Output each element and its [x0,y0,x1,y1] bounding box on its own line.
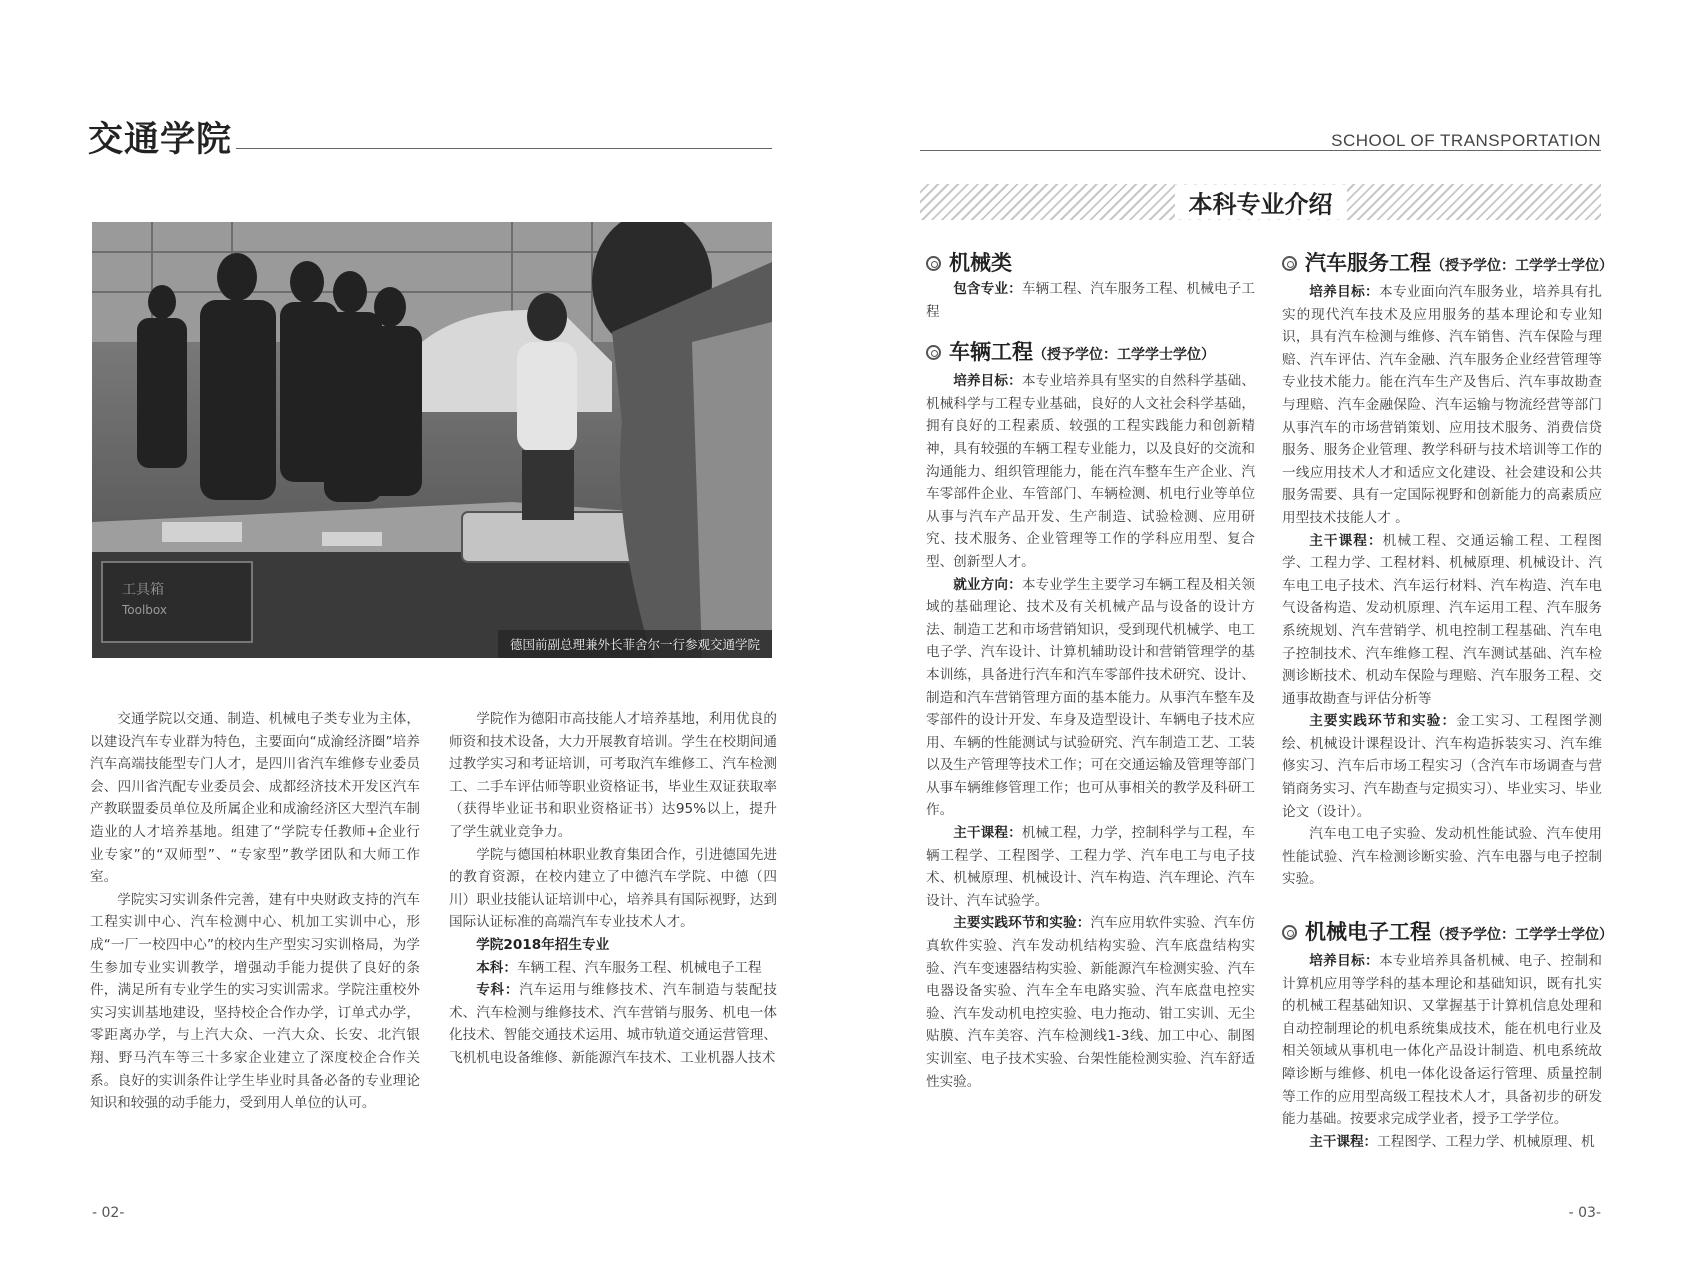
toolbox-cn-text: 工具箱 [122,582,164,598]
major-heading-jixie: 机械类 [926,248,1255,278]
practice-label: 主要实践环节和实验： [953,915,1091,932]
job-text: 本专业学生主要学习车辆工程及相关领域的基础理论、技术及有关机械产品与设备的设计方法、制造工艺和市场营销知识，受到现代机械学、电工电子学、汽车设计、计算机辅助设计和营销管理学的基本训练，具备进行汽车和汽车零部件技术研究、设计、制造和汽车营销管理方面的基本能力。从事汽车整车及零部件的设计开发、车身及造型设计、车辆电子技术应用、车辆的性能测试与试验研究、汽车制造工艺、工装以及生产管理等技术工作；可在交通运输及管理等部门从事车辆维修管理工作；也可从事相关的教学及科研工作。 [926,576,1256,819]
major-heading-mechatronics: 机械电子工程（授予学位：工学学士学位） [1282,917,1602,950]
intro-paragraph-1: 交通学院以交通、制造、机械电子类专业为主体，以建设汽车专业群为特色，主要面向“成渝经济圈”培养汽车高端技能型专门人才，是四川省汽车维修专业委员会、四川省汽配专业委员会、成都经济技术开发区汽车产教联盟委员单位及所属企业和成渝经济区大型汽车制造业的人才培养基地。组建了“学院专任教师+企业行业专家”的“双师型”、“专家型”教学团队和大师工作室。 [90,711,420,886]
junior-college-majors: 汽车运用与维修技术、汽车制造与装配技术、汽车检测与维修技术、汽车营销与服务、机电一体化技术、智能交通技术运用、城市轨道交通运营管理、飞机机电设备维修、新能源汽车技术、工业机器人技术 [449,982,778,1066]
cooperation-paragraph: 学院与德国柏林职业教育集团合作，引进德国先进的教育资源，在校内建立了中德汽车学院、中德（四川）职业技能认证培训中心，培养具有国际视野，达到国际认证标准的高端汽车专业技术人才。 [449,846,777,931]
practice-text: 金工实习、工程图学测绘、机械设计课程设计、汽车构造拆装实习、汽车维修实习、汽车后市场工程实习（含汽车市场调查与营销商务实习、汽车勘查与定损实习）、毕业实习、毕业论文（设计）。 [1282,713,1603,820]
course-text: 机械工程、交通运输工程、工程图学、工程力学、工程材料、机械原理、机械设计、汽车电工电子技术、汽车运行材料、汽车构造、汽车电气设备构造、发动机原理、汽车运用工程、汽车服务系统规划、汽车营销学、机电控制工程基础、汽车电子控制技术、汽车维修工程、汽车测试基础、汽车检测诊断技术、机动车保险与理赔、汽车服务工程、交通事故勘查与评估分析等 [1282,532,1603,707]
workshop-photo-illustration [92,222,772,658]
section-banner [920,184,1601,220]
course-label: 主干课程： [1309,1133,1378,1150]
training-paragraph: 学院作为德阳市高技能人才培养基地，利用优良的师资和技术设备，大力开展教育培训。学生在校期间通过教学实习和考证培训，可考取汽车维修工、汽车检测工、二手车评估师等职业资格证书，毕业生双证获取率（获得毕业证书和职业资格证书）达95%以上，提升了学生就业竞争力。 [449,711,777,840]
practice-text: 汽车应用软件实验、汽车仿真软件实验、汽车发动机结构实验、汽车底盘结构实验、汽车变速器结构实验、新能源汽车检测实验、汽车电器设备实验、汽车全车电路实验、汽车底盘电控实验、汽车发动机电控实验、电力拖动、钳工实训、无尘贴膜、汽车美容、汽车检测线1-3线、加工中心、制图实训室、电子技术实验、台架性能检测实验、汽车舒适性实验。 [926,915,1256,1090]
left-column-1 [90,708,420,1115]
job-label: 就业方向： [953,576,1022,593]
right-column-1 [926,248,1255,1093]
page-number-left: - 02- [92,1205,125,1221]
goal-label: 培养目标： [1309,953,1379,970]
included-majors-text: 车辆工程、汽车服务工程、机械电子工程 [926,281,1256,320]
experiment-text: 汽车电工电子实验、发动机性能试验、汽车使用性能试验、汽车检测诊断实验、汽车电器与电子控制实验。 [1282,826,1602,888]
included-majors-label: 包含专业： [953,281,1022,297]
goal-text: 本专业培养具有坚实的自然科学基础、机械科学与工程专业基础，良好的人文社会科学基础，拥有良好的工程素质、较强的工程实践能力和创新精神，具有较强的车辆工程专业能力，以及良好的交流和沟通能力、组织管理能力，能在汽车整车生产企业、汽车零部件企业、车管部门、车辆检测、机电行业等单位从事与汽车产品开发、生产制造、试验检测、应用研究、技术服务、企业管理等工作的学科应用型、复合型、创新型人才。 [926,373,1256,570]
major-heading-vehicle-engineering: 车辆工程（授予学位：工学学士学位） [926,337,1255,370]
right-column-2 [1282,248,1613,1153]
course-label: 主干课程： [1309,532,1383,549]
course-label: 主干课程： [953,825,1022,842]
page-title: 交通学院 [88,120,233,160]
junior-college-label: 专科： [476,982,520,999]
practice-label: 主要实践环节和实验： [1309,713,1457,730]
circle-bullet-icon [926,345,941,360]
undergrad-label: 本科： [476,959,517,976]
title-underline [236,148,772,149]
undergrad-majors: 车辆工程、汽车服务工程、机械电子工程 [516,959,762,976]
goal-label: 培养目标： [953,373,1022,390]
circle-bullet-icon [1282,256,1297,271]
header-rule [920,150,1601,151]
toolbox-en-text: Toolbox [122,603,167,617]
course-text: 工程图学、工程力学、机械原理、机 [1377,1133,1595,1150]
event-photo [92,222,772,658]
circle-bullet-icon [926,256,941,271]
major-heading-auto-service: 汽车服务工程（授予学位：工学学士学位） [1282,248,1602,281]
goal-text: 本专业培养具备机械、电子、控制和计算机应用等学科的基本理论和基础知识，既有扎实的机械工程基础知识、又掌握基于计算机信息处理和自动控制理论的机电系统集成技术，能在机电行业及相关领域从事机电一体化产品设计制造、机电系统故障诊断与维修、机电一体化设备运行管理、质量控制等工作的应用型高级工程技术人才，具备初步的研发能力基础。按要求完成学业者，授予工学学位。 [1282,953,1603,1128]
photo-caption: 德国前副总理兼外长菲舍尔一行参观交通学院 [498,630,772,658]
course-text: 机械工程，力学，控制科学与工程，车辆工程学、工程图学、工程力学、汽车电工与电子技术、机械原理、机械设计、汽车构造、汽车理论、汽车设计、汽车试验学。 [926,825,1256,909]
page-number-right: - 03- [1568,1205,1601,1221]
goal-text: 本专业面向汽车服务业，培养具有扎实的现代汽车技术及应用服务的基本理论和专业知识，具有汽车检测与维修、汽车销售、汽车保险与理赔、汽车评估、汽车金融、汽车服务企业经营管理等专业技术能力。能在汽车生产及售后、汽车事故勘查与理赔、汽车金融保险、汽车运输与物流经营等部门从事汽车的市场营销策划、应用技术服务、消费信贷服务、服务企业管理、教学科研与技术培训等工作的一线应用技术人才和适应文化建设、社会建设和公共服务需要、具有一定国际视野和创新能力的高素质应用型技术技能人才 。 [1282,284,1603,526]
intro-paragraph-2: 学院实习实训条件完善，建有中央财政支持的汽车工程实训中心、汽车检测中心、机加工实训中心，形成“一厂一校四中心”的校内生产型实习实训格局，为学生参加专业实训教学，增强动手能力提供了良好的条件，满足所有专业学生的实习实训需求。学院注重校外实习实训基地建设，坚持校企合作办学，订单式办学，零距离办学，与上汽大众、一汽大众、长安、北汽银翔、野马汽车等三十多家企业建立了深度校企合作关系。良好的实训条件让学生毕业时具备必备的专业理论知识和较强的动手能力，受到用人单位的认可。 [90,891,420,1112]
left-column-2 [449,708,777,1070]
section-banner-title: 本科专业介绍 [1175,185,1347,220]
circle-bullet-icon [1282,925,1297,940]
enrollment-title: 学院2018年招生专业 [476,936,610,953]
school-english-name: SCHOOL OF TRANSPORTATION [1331,131,1601,150]
goal-label: 培养目标： [1309,284,1379,300]
